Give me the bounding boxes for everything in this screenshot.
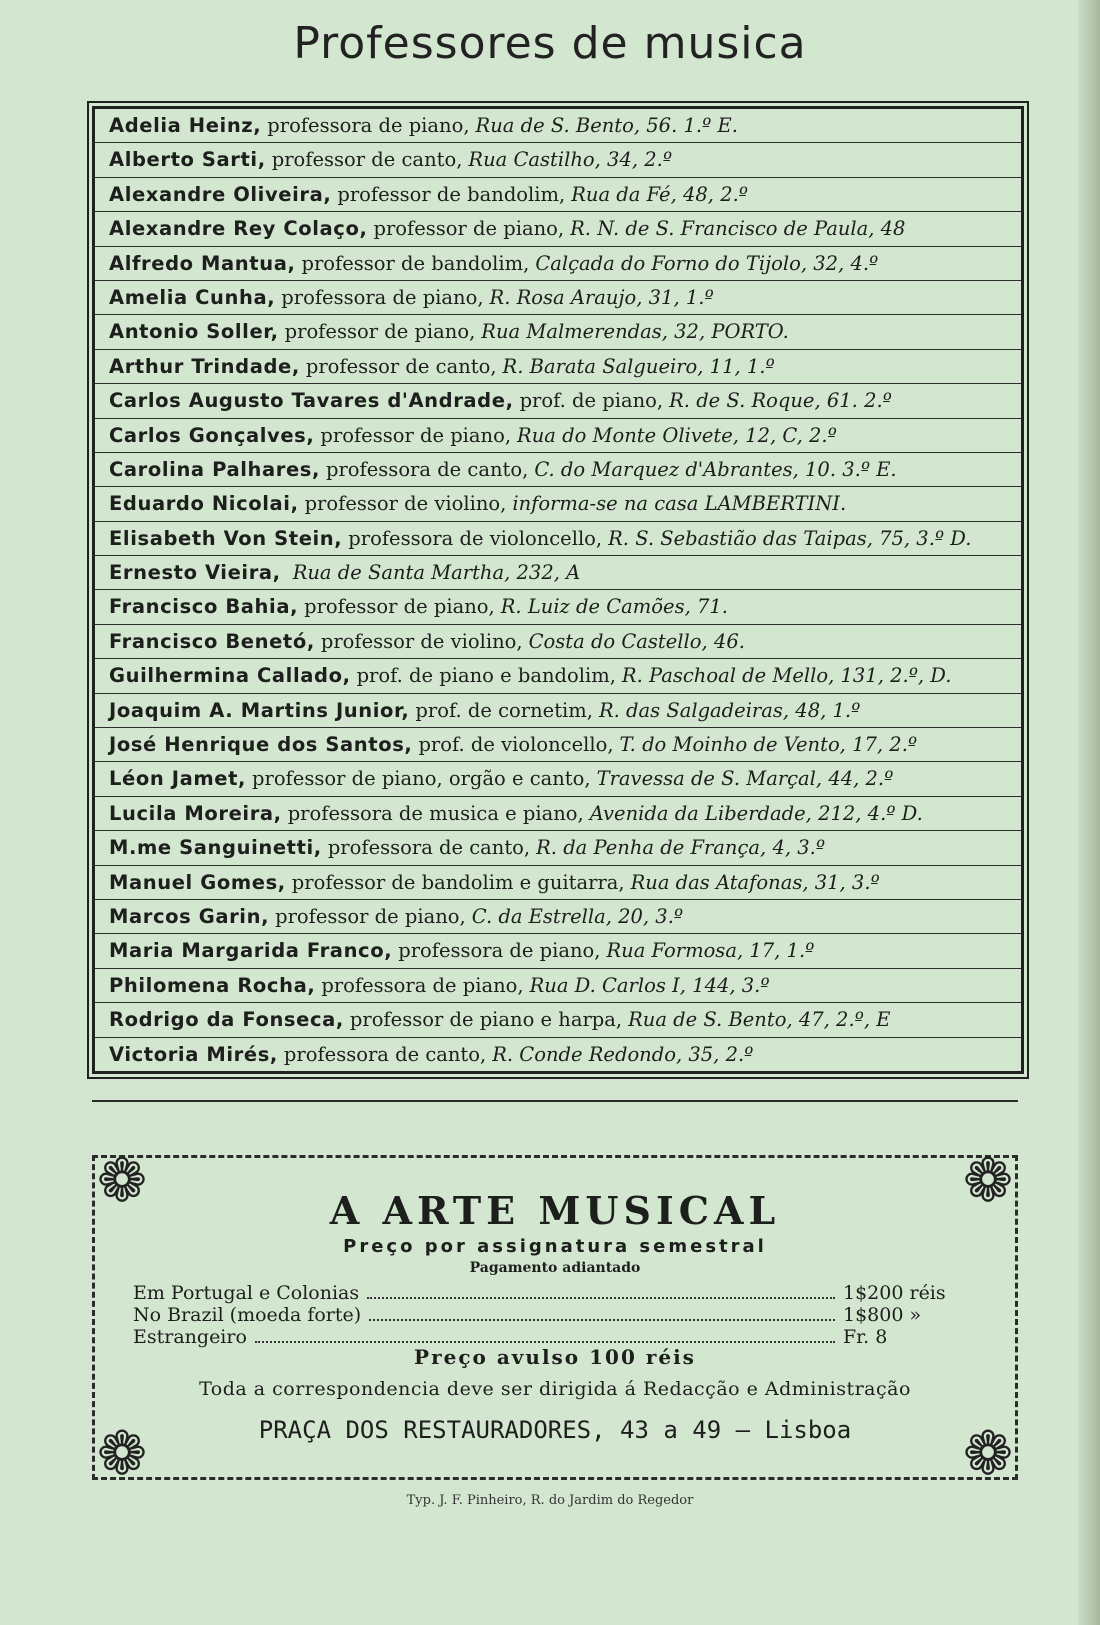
- teacher-role: professor de piano, orgão e canto,: [252, 767, 591, 791]
- teacher-name: Carlos Gonçalves,: [109, 423, 315, 447]
- teacher-row: [95, 659, 1021, 693]
- teacher-address: R. das Salgadeiras, 48, 1.º: [598, 698, 861, 722]
- teacher-row: [95, 281, 1021, 315]
- teacher-name: Carolina Palhares,: [109, 457, 320, 481]
- advert-subtitle: Preço por assignatura semestral: [343, 1236, 767, 1257]
- teacher-role: professor de violino,: [320, 629, 523, 653]
- teacher-name: Alberto Sarti,: [109, 148, 266, 172]
- teacher-address: Avenida da Liberdade, 212, 4.º D.: [589, 801, 923, 825]
- teacher-row: [95, 934, 1021, 968]
- teacher-address: R. N. de S. Francisco de Paula, 48: [570, 217, 906, 241]
- teacher-row: [95, 419, 1021, 453]
- dot-leader: [255, 1341, 835, 1343]
- teacher-address: R. Barata Salgueiro, 11, 1.º: [502, 354, 775, 378]
- teacher-row: [95, 556, 1021, 590]
- teacher-address: Rua de S. Bento, 47, 2.º, E: [628, 1008, 891, 1032]
- teacher-name: Philomena Rocha,: [109, 973, 316, 997]
- teacher-name: Léon Jamet,: [109, 767, 247, 791]
- teacher-role: professor de piano e harpa,: [349, 1008, 623, 1032]
- teacher-role: professora de piano,: [267, 114, 470, 137]
- teacher-address: informa-se na casa LAMBERTINI.: [512, 492, 847, 516]
- teacher-row: [95, 694, 1021, 728]
- teacher-address: R. S. Sebastião das Taipas, 75, 3.º D.: [608, 526, 972, 550]
- teacher-address: R. de S. Roque, 61. 2.º: [669, 389, 892, 413]
- teacher-name: Guilhermina Callado,: [109, 664, 351, 688]
- teacher-row: [95, 247, 1021, 281]
- teacher-role: professor de piano,: [373, 217, 565, 241]
- teacher-role: professor de piano,: [275, 904, 466, 928]
- teacher-row: [95, 797, 1021, 831]
- teacher-row: [95, 522, 1021, 556]
- printer-imprint: Typ. J. F. Pinheiro, R. do Jardim do Regedor: [406, 1493, 694, 1508]
- teacher-role: professor de bandolim,: [337, 182, 566, 206]
- teacher-name: Francisco Benetó,: [109, 629, 315, 653]
- teacher-row: [95, 969, 1021, 1003]
- teacher-role: prof. de piano e bandolim,: [356, 664, 616, 688]
- teacher-row: [95, 178, 1021, 212]
- advert-box: [92, 1146, 1018, 1489]
- price-row: [133, 1282, 953, 1306]
- teacher-name: Amelia Cunha,: [109, 285, 276, 309]
- teacher-address: Calçada do Forno do Tijolo, 32, 4.º: [535, 251, 879, 275]
- teacher-name: Marcos Garin,: [109, 904, 270, 928]
- publisher-address: PRAÇA DOS RESTAURADORES, 43 a 49 — Lisboa: [258, 1416, 852, 1444]
- teacher-address: Rua do Monte Olivete, 12, C, 2.º: [517, 423, 837, 447]
- teacher-name: Carlos Augusto Tavares d'Andrade,: [109, 389, 514, 413]
- teacher-row: [95, 625, 1021, 659]
- teacher-name: Rodrigo da Fonseca,: [109, 1008, 344, 1032]
- flourish-ornament-icon: ❁: [96, 1146, 148, 1216]
- teacher-role: professora de canto,: [326, 457, 529, 481]
- teacher-row: [95, 590, 1021, 624]
- teacher-name: José Henrique dos Santos,: [109, 733, 413, 757]
- teacher-name: Alexandre Rey Colaço,: [109, 217, 368, 241]
- flourish-ornament-icon: ❁: [96, 1419, 148, 1489]
- teacher-row: [95, 350, 1021, 384]
- teacher-row: [95, 384, 1021, 418]
- teacher-row: [95, 315, 1021, 349]
- teacher-role: professor de piano,: [320, 423, 512, 447]
- advert-title: A ARTE MUSICAL: [329, 1188, 781, 1233]
- price-value: 1$200 réis: [843, 1282, 946, 1304]
- teacher-address: Rua D. Carlos I, 144, 3.º: [529, 973, 770, 997]
- page-title: Professores de musica: [293, 18, 807, 69]
- teacher-name: Antonio Soller,: [109, 320, 279, 344]
- teacher-row: [95, 143, 1021, 177]
- teacher-name: Adelia Heinz,: [109, 114, 262, 137]
- teacher-list: [92, 106, 1024, 1074]
- teacher-name: M.me Sanguinetti,: [109, 836, 322, 860]
- teacher-name: Victoria Mirés,: [109, 1042, 278, 1066]
- teacher-address: Rua Castilho, 34, 2.º: [468, 148, 673, 172]
- teacher-role: professor de canto,: [305, 354, 497, 378]
- teacher-address: R. Conde Redondo, 35, 2.º: [492, 1042, 754, 1066]
- teacher-role: professor de canto,: [271, 148, 463, 172]
- teacher-address: Rua Formosa, 17, 1.º: [606, 939, 815, 963]
- teacher-address: R. da Penha de França, 4, 3.º: [536, 836, 826, 860]
- teacher-name: Ernesto Vieira,: [109, 561, 281, 585]
- teacher-role: professora de piano,: [281, 285, 484, 309]
- teacher-role: professora de piano,: [398, 939, 601, 963]
- teacher-row: [95, 831, 1021, 865]
- teacher-address: Rua de Santa Martha, 232, A: [292, 561, 581, 585]
- price-row: [133, 1304, 953, 1328]
- teacher-name: Joaquim A. Martins Junior,: [109, 698, 410, 722]
- teacher-name: Eduardo Nicolai,: [109, 492, 299, 516]
- teacher-address: T. do Moinho de Vento, 17, 2.º: [619, 733, 918, 757]
- teacher-role: professora de musica e piano,: [287, 801, 584, 825]
- teacher-address: C. do Marquez d'Abrantes, 10. 3.º E.: [534, 457, 897, 481]
- teacher-role: professora de canto,: [327, 836, 531, 860]
- teacher-role: prof. de piano,: [519, 389, 664, 413]
- teacher-name: Alfredo Mantua,: [109, 251, 296, 275]
- teacher-row: [95, 487, 1021, 521]
- teacher-address: Rua da Fé, 48, 2.º: [571, 182, 748, 206]
- teacher-name: Lucila Moreira,: [109, 801, 282, 825]
- teacher-role: prof. de violoncello,: [418, 733, 614, 757]
- teacher-name: Elisabeth Von Stein,: [109, 526, 343, 550]
- teacher-role: professor de piano,: [284, 320, 476, 344]
- teacher-row: [95, 453, 1021, 487]
- teacher-address: R. Rosa Araujo, 31, 1.º: [489, 285, 714, 309]
- teacher-role: professor de piano,: [304, 595, 495, 619]
- teacher-role: professor de bandolim,: [301, 251, 530, 275]
- dot-leader: [367, 1297, 835, 1299]
- teacher-address: Costa do Castello, 46.: [528, 629, 745, 653]
- teacher-row: [95, 728, 1021, 762]
- teacher-name: Francisco Bahia,: [109, 595, 299, 619]
- price-value: Fr. 8: [843, 1326, 888, 1348]
- correspondence-note: Toda a correspondencia deve ser dirigida á Redacção e Administração: [199, 1378, 911, 1400]
- teacher-name: Alexandre Oliveira,: [109, 182, 332, 206]
- teacher-address: C. da Estrella, 20, 3.º: [471, 904, 684, 928]
- teacher-row: [95, 1003, 1021, 1037]
- price-label: No Brazil (moeda forte): [133, 1304, 362, 1326]
- teacher-address: R. Paschoal de Mello, 131, 2.º, D.: [621, 664, 952, 688]
- page-edge: [1078, 0, 1100, 1625]
- teacher-name: Maria Margarida Franco,: [109, 939, 393, 963]
- teacher-address: R. Luiz de Camões, 71.: [500, 595, 728, 619]
- teacher-row: [95, 900, 1021, 934]
- teacher-row: [95, 762, 1021, 796]
- teacher-address: Travessa de S. Marçal, 44, 2.º: [596, 767, 894, 791]
- teacher-row: [95, 1038, 1021, 1071]
- teacher-role: professora de canto,: [283, 1042, 487, 1066]
- teacher-role: prof. de cornetim,: [415, 698, 593, 722]
- teacher-row: [95, 212, 1021, 246]
- teacher-role: professora de violoncello,: [348, 526, 603, 550]
- price-label: Estrangeiro: [133, 1326, 247, 1348]
- teacher-role: professor de violino,: [304, 492, 507, 516]
- payment-note: Pagamento adiantado: [469, 1260, 641, 1276]
- teacher-row: [95, 866, 1021, 900]
- teacher-row: [95, 109, 1021, 143]
- flourish-ornament-icon: ❁: [962, 1419, 1014, 1489]
- teacher-name: Manuel Gomes,: [109, 870, 286, 894]
- divider: [92, 1100, 1018, 1102]
- teacher-role: professora de piano,: [321, 973, 524, 997]
- flourish-ornament-icon: ❁: [962, 1146, 1014, 1216]
- teacher-address: Rua Malmerendas, 32, PORTO.: [481, 320, 789, 344]
- single-issue-price: Preço avulso 100 réis: [414, 1345, 696, 1369]
- teacher-role: professor de bandolim e guitarra,: [291, 870, 625, 894]
- teacher-address: Rua de S. Bento, 56. 1.º E.: [475, 114, 738, 137]
- price-label: Em Portugal e Colonias: [133, 1282, 360, 1304]
- teacher-name: Arthur Trindade,: [109, 354, 300, 378]
- teacher-address: Rua das Atafonas, 31, 3.º: [630, 870, 880, 894]
- price-value: 1$800 »: [843, 1304, 922, 1326]
- dot-leader: [369, 1319, 835, 1321]
